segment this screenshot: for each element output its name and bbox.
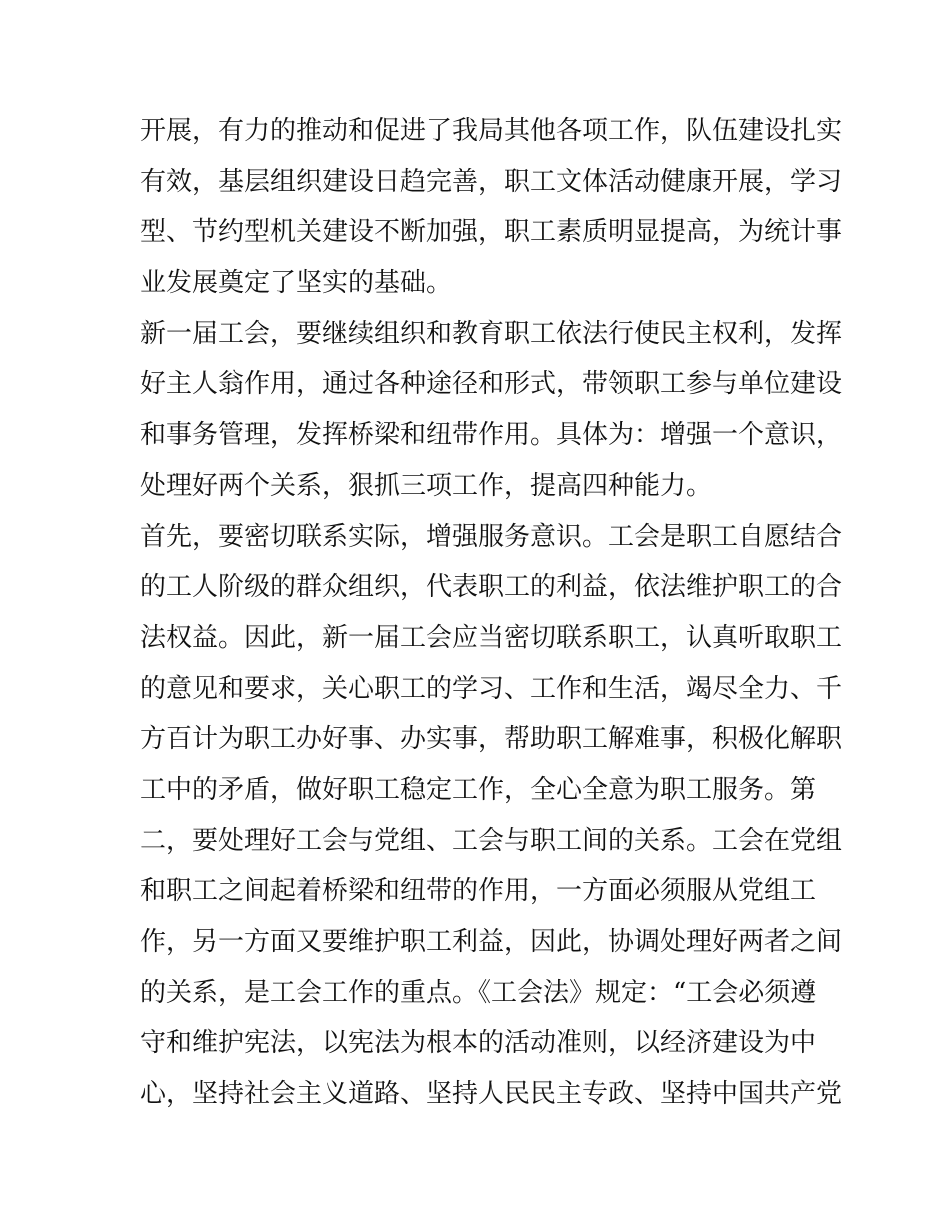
text-line: 有效，基层组织建设日趋完善，职工文体活动健康开展，学习 — [140, 166, 843, 197]
text-line: 心，坚持社会主义道路、坚持人民民主专政、坚持中国共产党 — [140, 1079, 843, 1110]
text-line: 的意见和要求，关心职工的学习、工作和生活，竭尽全力、千 — [140, 673, 843, 704]
text-line: 和事务管理，发挥桥梁和纽带作用。具体为：增强一个意识， — [140, 420, 843, 451]
text-line: 二，要处理好工会与党组、工会与职工间的关系。工会在党组 — [140, 825, 843, 856]
text-line: 开展，有力的推动和促进了我局其他各项工作，队伍建设扎实 — [140, 116, 843, 146]
text-line: 方百计为职工办好事、办实事，帮助职工解难事，积极化解职 — [140, 724, 843, 755]
text-line: 法权益。因此，新一届工会应当密切联系职工，认真听取职工 — [140, 622, 843, 653]
text-line: 新一届工会，要继续组织和教育职工依法行使民主权利，发挥 — [140, 318, 843, 349]
text-line: 的工人阶级的群众组织，代表职工的利益，依法维护职工的合 — [140, 572, 843, 603]
text-line: 的关系，是工会工作的重点。《工会法》规定：“工会必须遵 — [140, 977, 817, 1008]
text-line: 处理好两个关系，狠抓三项工作，提高四种能力。 — [140, 470, 713, 501]
text-line: 和职工之间起着桥梁和纽带的作用，一方面必须服从党组工 — [140, 876, 817, 907]
text-line: 工中的矛盾，做好职工稳定工作，全心全意为职工服务。第 — [140, 774, 817, 805]
text-line: 首先，要密切联系实际，增强服务意识。工会是职工自愿结合 — [140, 521, 843, 552]
body-text — [140, 106, 843, 1120]
text-line: 作，另一方面又要维护职工利益，因此，协调处理好两者之间 — [140, 927, 843, 957]
text-line: 好主人翁作用，通过各种途径和形式，带领职工参与单位建设 — [140, 369, 843, 400]
text-line: 守和维护宪法，以宪法为根本的活动准则，以经济建设为中 — [140, 1028, 817, 1059]
text-line: 业发展奠定了坚实的基础。 — [140, 268, 453, 299]
text-line: 型、节约型机关建设不断加强，职工素质明显提高，为统计事 — [140, 217, 843, 248]
